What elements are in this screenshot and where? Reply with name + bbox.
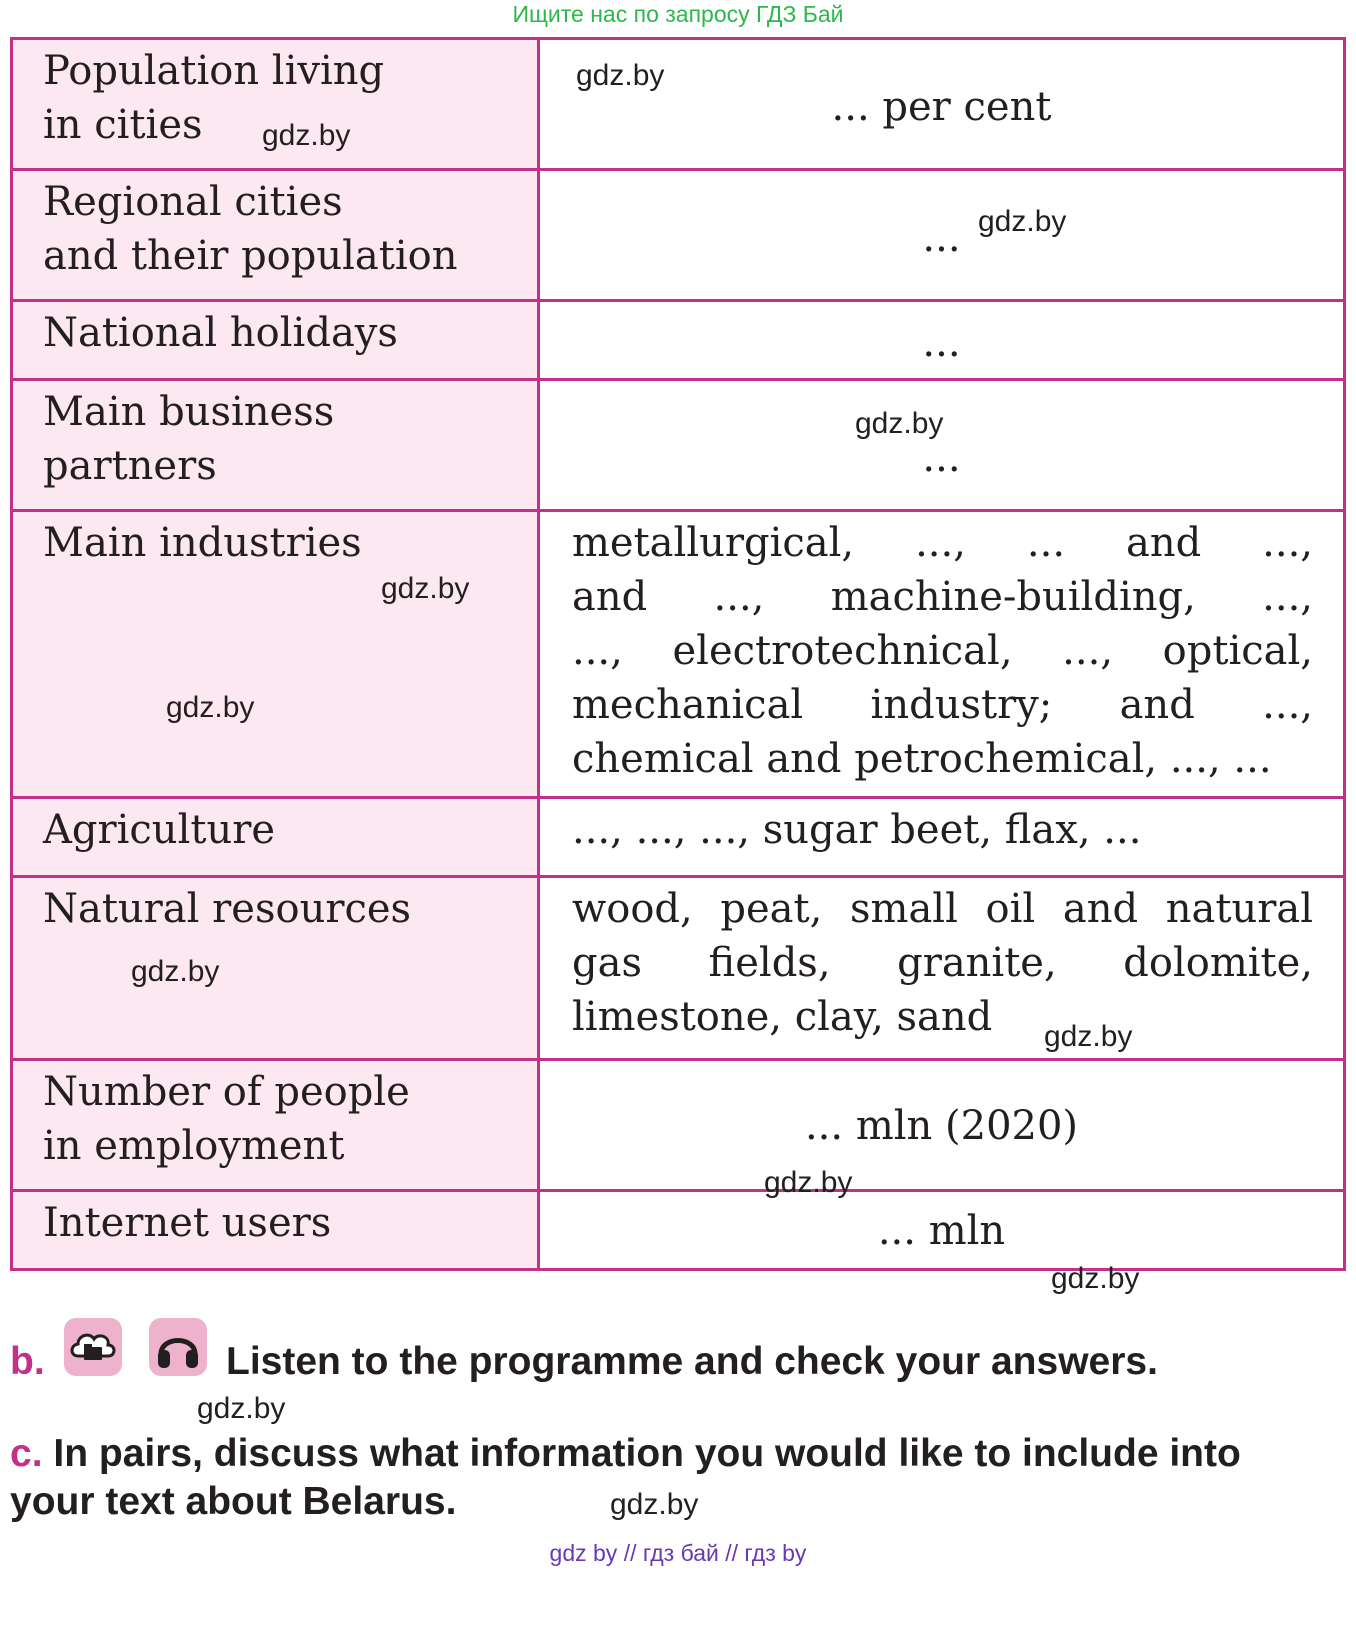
label-line: Agriculture (43, 807, 275, 853)
headphones-icon[interactable] (149, 1318, 207, 1376)
label-line: in cities (43, 102, 203, 148)
table-row (12, 301, 1345, 380)
value-text: ... per cent (831, 84, 1052, 130)
value-line: gas fields, granite, dolomite, (572, 940, 1313, 986)
value-text: ... mln (877, 1208, 1006, 1254)
value-line: mechanical industry; and ..., (572, 682, 1313, 728)
value-line: and ..., machine-building, ..., (572, 574, 1313, 620)
facts-table (10, 37, 1346, 1271)
task-b-text: Listen to the programme and check your answers. (226, 1340, 1158, 1383)
table-row (12, 39, 1345, 170)
cloud-folder-icon[interactable] (64, 1318, 122, 1376)
footer: gdz by // гдз бай // гдз by (549, 1540, 807, 1566)
row-label (12, 877, 539, 1060)
watermark: gdz.by (1051, 1262, 1140, 1295)
label-line: partners (43, 443, 217, 489)
table-row (12, 380, 1345, 511)
watermark: gdz.by (576, 59, 665, 92)
task-c-line1: In pairs, discuss what information you would like to include into (53, 1432, 1241, 1475)
table-row (12, 1060, 1345, 1191)
value-line: chemical and petrochemical, ..., ... (572, 736, 1272, 782)
row-label (12, 1191, 539, 1270)
label-line: and their population (43, 233, 458, 279)
row-value (539, 511, 1345, 798)
task-b-letter (10, 1336, 45, 1388)
row-value (539, 1191, 1345, 1270)
task-c-line2: your text about Belarus. (10, 1480, 457, 1523)
watermark: gdz.by (262, 119, 351, 152)
watermark: gdz.by (1044, 1020, 1133, 1053)
value-text: ..., ..., ..., sugar beet, flax, ... (572, 807, 1142, 853)
label-line: National holidays (43, 310, 398, 356)
label-line: in employment (43, 1123, 345, 1169)
label-line: Natural resources (43, 886, 412, 932)
watermark: gdz.by (855, 407, 944, 440)
watermark: gdz.by (131, 955, 220, 988)
label-line: Internet users (43, 1200, 332, 1246)
table-row (12, 170, 1345, 301)
row-label (12, 1060, 539, 1191)
row-value (539, 877, 1345, 1060)
row-value (539, 301, 1345, 380)
table-row (12, 1191, 1345, 1270)
row-value (539, 798, 1345, 877)
row-label (12, 170, 539, 301)
row-value (539, 380, 1345, 511)
value-text: ... (922, 320, 961, 366)
watermark: gdz.by (764, 1166, 853, 1199)
value-line: limestone, clay, sand (572, 994, 993, 1040)
top-banner: Ищите нас по запросу ГДЗ Бай (512, 1, 844, 27)
row-label (12, 798, 539, 877)
row-label (12, 301, 539, 380)
label-line: Number of people (43, 1069, 410, 1115)
watermark: gdz.by (381, 572, 470, 605)
row-label (12, 511, 539, 798)
task-letter: c. (10, 1432, 43, 1475)
row-value (539, 1060, 1345, 1191)
label-line: Regional cities (43, 179, 343, 225)
value-text: ... mln (2020) (804, 1103, 1079, 1149)
row-label (12, 380, 539, 511)
watermark: gdz.by (197, 1392, 286, 1425)
value-line: metallurgical, ..., ... and ..., (572, 520, 1313, 566)
task-letter: b. (10, 1340, 45, 1383)
watermark: gdz.by (166, 691, 255, 724)
table-row (12, 511, 1345, 798)
watermark: gdz.by (610, 1488, 699, 1521)
label-line: Population living (43, 48, 385, 94)
value-text: ... (922, 215, 961, 261)
label-line: Main business (43, 389, 335, 435)
task-c (10, 1428, 1241, 1480)
value-text: ... (922, 435, 961, 481)
value-line: ..., electrotechnical, ..., optical, (572, 628, 1313, 674)
value-line: wood, peat, small oil and natural (572, 886, 1313, 932)
row-value (539, 170, 1345, 301)
table-row (12, 798, 1345, 877)
label-line: Main industries (43, 520, 362, 566)
watermark: gdz.by (978, 205, 1067, 238)
